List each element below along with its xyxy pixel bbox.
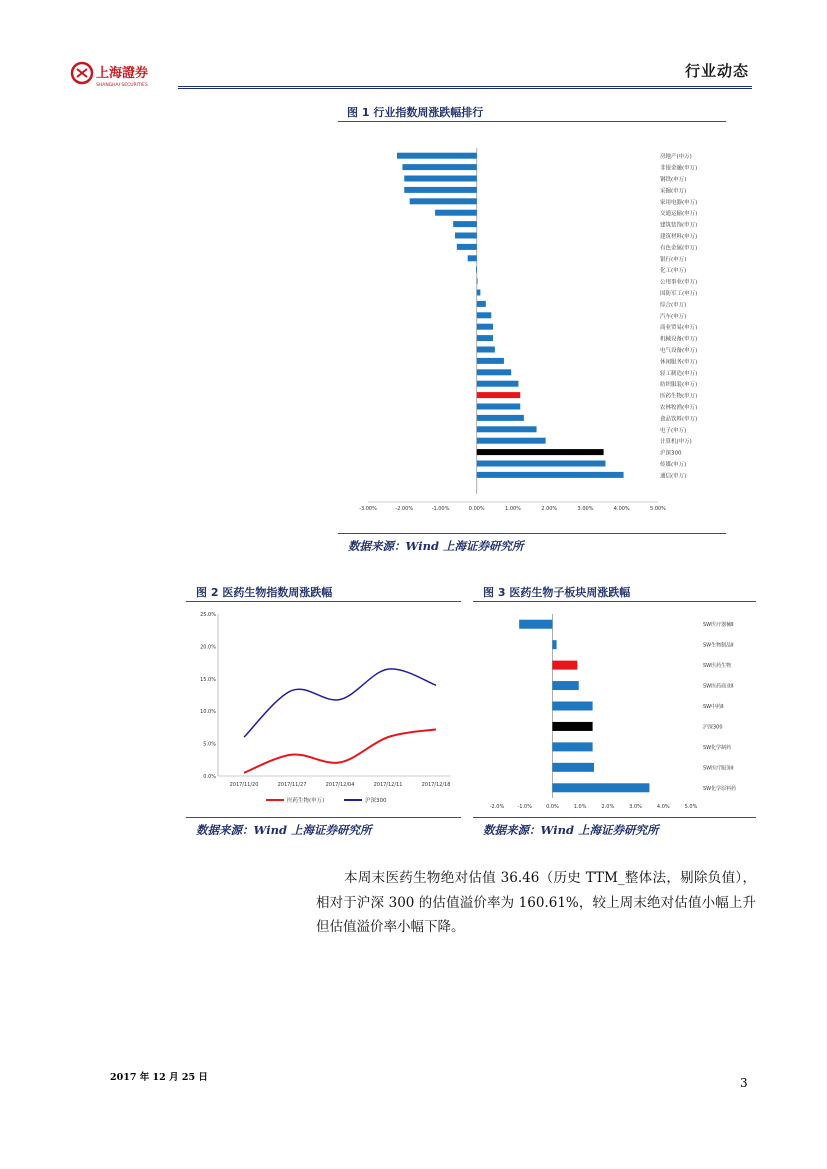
fig1-tick-label: 5.00% xyxy=(650,506,666,512)
fig3-category-label: SW中药Ⅱ xyxy=(703,704,724,710)
fig1-bar xyxy=(477,278,478,284)
fig1-category-label: 计算机(申万) xyxy=(660,439,692,446)
fig1-category-label: 交通运输(申万) xyxy=(660,211,698,218)
fig1-bar xyxy=(477,335,493,341)
fig1-bar xyxy=(477,449,604,455)
fig2-y-tick: 0.0% xyxy=(203,774,216,780)
fig1-category-label: 国防军工(申万) xyxy=(660,291,698,297)
fig2-series-line xyxy=(244,729,436,772)
fig1-bottom-rule xyxy=(338,533,726,534)
fig1-bar xyxy=(477,392,521,398)
fig2-x-tick: 2017/11/20 xyxy=(229,782,259,788)
fig3-top-rule xyxy=(473,601,756,602)
fig1-bar xyxy=(397,153,477,159)
fig3-category-label: SW生物制品Ⅱ xyxy=(703,642,734,649)
fig1-source: 数据来源：Wind 上海证券研究所 xyxy=(348,539,524,553)
fig1-bar xyxy=(477,404,521,410)
fig1-category-label: 银行(申万) xyxy=(660,256,687,263)
fig1-category-label: 有色金属(申万) xyxy=(660,245,698,252)
fig1-bar xyxy=(477,324,493,330)
fig1-tick-label: -2.00% xyxy=(395,506,414,512)
fig1-bar xyxy=(404,176,477,182)
fig1-bar xyxy=(435,210,477,216)
fig1-bar xyxy=(477,312,492,318)
header-rule-2 xyxy=(178,88,752,89)
fig2-bottom-rule xyxy=(186,817,461,818)
fig2-x-tick: 2017/11/27 xyxy=(277,782,307,788)
fig1-category-label: 休闲服务(申万) xyxy=(660,359,698,366)
fig3-bottom-rule xyxy=(473,817,756,818)
fig1-bar xyxy=(476,267,477,273)
fig1-tick-label: 4.00% xyxy=(613,506,630,512)
fig1-category-label: 农林牧渔(申万) xyxy=(660,405,698,411)
fig3-category-label: SW化学制药 xyxy=(703,744,732,751)
fig3-tick-label: 2.0% xyxy=(601,804,615,810)
fig3-bar xyxy=(519,620,552,629)
fig1-category-label: 建筑装饰(申万) xyxy=(660,222,698,229)
fig1-category-label: 轻工制造(申万) xyxy=(660,370,698,377)
company-logo xyxy=(70,60,170,88)
fig3-bar xyxy=(552,742,592,751)
fig1-bar xyxy=(477,369,511,375)
fig3-tick-label: 4.0% xyxy=(656,804,670,810)
fig2-top-rule xyxy=(186,601,461,602)
page-number: 3 xyxy=(740,1076,748,1090)
fig1-bar xyxy=(477,358,504,364)
fig1-bar xyxy=(410,198,477,204)
body-paragraph: 本周末医药生物绝对估值 36.46（历史 TTM_整体法，剔除负值），相对于沪深 300 的估值溢价率为 160.61%，较上周末绝对估值小幅上升但估值溢价率小幅下降。 xyxy=(316,870,756,935)
fig1-caption: 图 1 行业指数周涨跌幅排行 xyxy=(347,106,484,119)
fig3-bar xyxy=(552,722,592,731)
fig1-category-label: 沪深300 xyxy=(660,450,682,457)
fig1-bar xyxy=(402,164,476,170)
fig1-category-label: 电气设备(申万) xyxy=(660,348,698,354)
fig2-series-line xyxy=(244,669,436,737)
fig1-tick-label: -3.00% xyxy=(359,506,377,512)
fig3-caption: 图 3 医药生物子板块周涨跌幅 xyxy=(483,586,631,599)
fig1-category-label: 医药生物(申万) xyxy=(660,393,698,400)
fig3-tick-label: 1.0% xyxy=(573,804,587,810)
fig1-category-label: 商业贸易(申万) xyxy=(660,325,698,332)
logo-subtext: SHANGHAI SECURITIES xyxy=(96,83,148,88)
fig1-category-label: 化工(申万) xyxy=(660,268,687,275)
fig1-tick-label: 1.00% xyxy=(505,506,521,512)
footer-date: 2017 年 12 月 25 日 xyxy=(110,1072,208,1083)
fig1-bar xyxy=(477,290,481,296)
fig3-bar xyxy=(552,763,594,772)
fig1-top-rule xyxy=(338,121,726,122)
fig1-category-label: 电子(申万) xyxy=(660,427,687,434)
fig3-bar xyxy=(552,681,578,690)
fig1-category-label: 机械设备(申万) xyxy=(660,336,698,343)
fig1-bar xyxy=(477,438,546,444)
fig1-category-label: 钢铁(申万) xyxy=(660,177,687,183)
fig1-bar xyxy=(477,426,537,432)
fig1-category-label: 公用事业(申万) xyxy=(660,279,698,286)
fig1-bar xyxy=(477,415,524,421)
fig3-category-label: SW医药商业Ⅱ xyxy=(703,683,734,690)
fig3-tick-label: -1.0% xyxy=(517,804,532,810)
fig2-x-tick: 2017/12/04 xyxy=(325,782,355,788)
fig3-category-label: SW医疗服务Ⅱ xyxy=(703,765,734,772)
fig2-chart xyxy=(186,604,461,814)
fig1-category-label: 汽车(申万) xyxy=(660,313,687,320)
header-rule xyxy=(178,86,752,87)
fig3-category-label: SW化学原料药 xyxy=(703,785,737,792)
fig2-x-tick: 2017/12/11 xyxy=(373,782,403,788)
fig3-category-label: SW医疗器械Ⅱ xyxy=(703,622,734,629)
fig1-category-label: 房地产(申万) xyxy=(660,154,692,161)
fig2-caption: 图 2 医药生物指数周涨跌幅 xyxy=(196,586,333,599)
fig1-tick-label: 0.00% xyxy=(468,506,485,512)
fig2-y-tick: 5.0% xyxy=(203,741,216,748)
fig2-y-tick: 15.0% xyxy=(200,676,216,683)
fig3-chart xyxy=(473,604,756,814)
fig3-bar xyxy=(552,661,577,670)
fig3-tick-label: 3.0% xyxy=(629,804,642,810)
fig2-legend-label: 医药生物(申万) xyxy=(287,798,325,804)
fig1-tick-label: 3.00% xyxy=(577,506,594,512)
fig3-bar xyxy=(552,783,649,792)
fig1-category-label: 建筑材料(申万) xyxy=(660,234,698,240)
fig1-category-label: 非银金融(申万) xyxy=(660,165,698,172)
logo-text: 上海證券 xyxy=(96,66,149,81)
fig1-bar xyxy=(477,301,486,307)
fig1-bar xyxy=(477,381,519,387)
fig1-category-label: 传媒(申万) xyxy=(660,462,687,468)
fig1-category-label: 通信(申万) xyxy=(660,473,687,480)
fig1-bar xyxy=(477,472,624,478)
fig3-source: 数据来源：Wind 上海证券研究所 xyxy=(483,823,659,837)
fig1-category-label: 采掘(申万) xyxy=(660,188,687,195)
fig2-source: 数据来源：Wind 上海证券研究所 xyxy=(196,823,372,837)
fig3-category-label: SW医药生物 xyxy=(703,663,732,670)
fig1-tick-label: -1.00% xyxy=(431,506,450,512)
fig1-bar xyxy=(477,347,495,353)
fig2-y-tick: 20.0% xyxy=(200,644,216,651)
fig1-bar xyxy=(457,244,477,250)
fig1-bar xyxy=(477,461,606,467)
fig1-bar xyxy=(468,255,477,261)
fig1-category-label: 综合(申万) xyxy=(660,302,687,309)
fig1-category-label: 纺织服装(申万) xyxy=(660,382,698,389)
fig1-bar xyxy=(455,233,477,239)
fig3-tick-label: 5.0% xyxy=(684,804,698,810)
fig2-legend-label: 沪深300 xyxy=(365,798,387,804)
fig3-tick-label: -2.0% xyxy=(489,804,505,810)
fig1-category-label: 家用电器(申万) xyxy=(660,199,698,206)
fig1-category-label: 食品饮料(申万) xyxy=(660,416,698,423)
fig3-tick-label: 0.0% xyxy=(546,804,559,810)
fig1-tick-label: 2.00% xyxy=(541,506,558,512)
fig1-bar xyxy=(404,187,477,193)
fig1-bar xyxy=(453,221,477,227)
header-title: 行业动态 xyxy=(684,62,749,80)
fig1-chart xyxy=(338,140,726,520)
fig3-bar xyxy=(552,702,592,711)
fig3-category-label: 沪深300 xyxy=(703,724,723,731)
fig2-y-tick: 10.0% xyxy=(200,709,216,716)
fig2-y-tick: 25.0% xyxy=(200,612,216,618)
fig3-bar xyxy=(552,640,556,649)
fig2-x-tick: 2017/12/18 xyxy=(421,782,451,788)
